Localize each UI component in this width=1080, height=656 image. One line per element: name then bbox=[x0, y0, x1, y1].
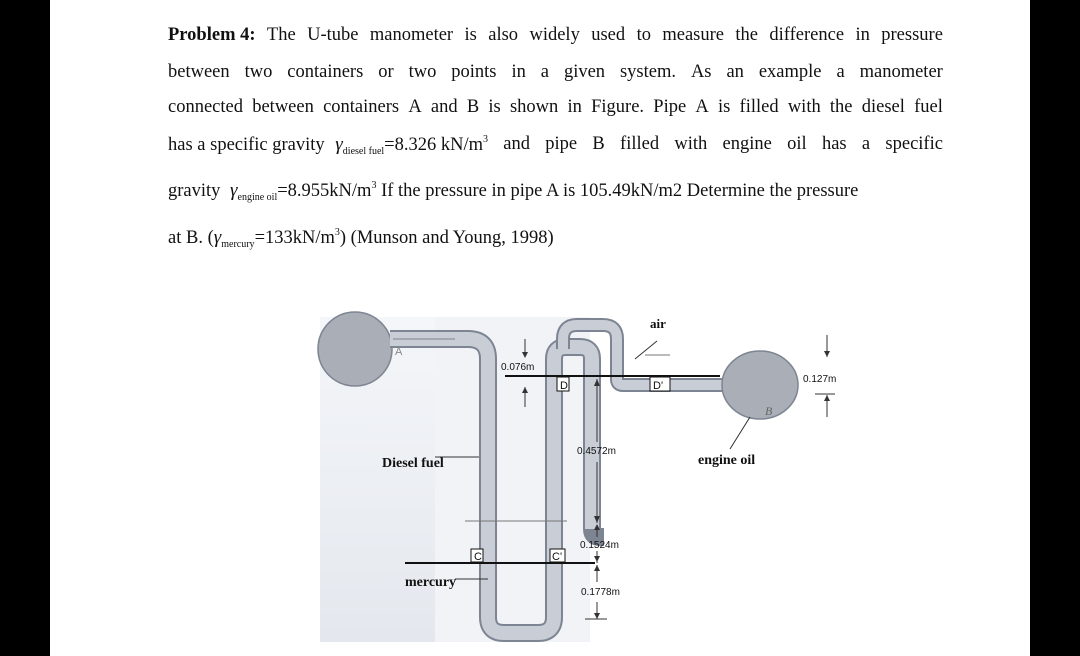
label-engine-oil: engine oil bbox=[698, 453, 756, 468]
word: manometer bbox=[859, 62, 943, 82]
word: oil bbox=[787, 134, 807, 154]
document-page bbox=[50, 0, 1030, 656]
text-line-2 bbox=[168, 63, 943, 82]
text-line-4 bbox=[168, 135, 943, 157]
pointer-air bbox=[635, 341, 657, 359]
word: manometer bbox=[369, 25, 454, 45]
dimension-label-0076: 0.076m bbox=[501, 362, 535, 373]
dimension-label-0127: 0.127m bbox=[803, 374, 837, 385]
word: specific bbox=[885, 134, 943, 154]
word: in bbox=[567, 97, 582, 117]
word: is bbox=[488, 97, 501, 117]
word: filled bbox=[620, 134, 660, 154]
word: points bbox=[451, 62, 497, 82]
dimension-label-01778: 0.1778m bbox=[581, 587, 620, 598]
mercury-subscript: mercury bbox=[221, 239, 255, 250]
word: an bbox=[726, 62, 744, 82]
dimension-0127 bbox=[803, 335, 836, 417]
word: used bbox=[591, 25, 626, 45]
word: Pipe bbox=[653, 97, 687, 117]
word: shown bbox=[509, 97, 559, 117]
word: two bbox=[408, 62, 437, 82]
pointer-engine-oil bbox=[730, 417, 750, 449]
word: system. bbox=[619, 62, 676, 82]
gamma-symbol: γ bbox=[213, 227, 222, 248]
word: between bbox=[252, 97, 314, 117]
word: the bbox=[735, 25, 759, 45]
text: gravity bbox=[168, 181, 221, 201]
word: or bbox=[378, 62, 394, 82]
word: difference bbox=[769, 25, 845, 45]
dimension-label-04572: 0.4572m bbox=[577, 446, 616, 457]
label-c-prime: C' bbox=[552, 551, 563, 563]
word: given bbox=[563, 62, 606, 82]
word: A bbox=[408, 97, 422, 117]
word: containers bbox=[287, 62, 364, 82]
text: has a specific gravity bbox=[168, 135, 325, 155]
engine-oil-value: =8.955kN/m bbox=[277, 181, 372, 201]
mercury-value: =133kN/m bbox=[254, 228, 335, 248]
word: in bbox=[511, 62, 526, 82]
word: and bbox=[503, 134, 530, 154]
gamma-symbol: γ bbox=[230, 180, 238, 201]
word: U-tube bbox=[307, 25, 359, 45]
word: fuel bbox=[914, 97, 943, 117]
cube-exponent: 3 bbox=[334, 227, 340, 238]
diesel-value: =8.326 kN/m bbox=[384, 135, 483, 155]
word: a bbox=[540, 62, 549, 82]
word: pipe bbox=[545, 134, 578, 154]
word: a bbox=[836, 62, 845, 82]
word: and bbox=[430, 97, 458, 117]
word: widely bbox=[529, 25, 580, 45]
word: filled bbox=[739, 97, 779, 117]
text-line-5 bbox=[168, 181, 858, 203]
line4-start-group bbox=[168, 135, 488, 157]
word: the bbox=[829, 97, 853, 117]
word: between bbox=[168, 62, 230, 82]
cube-exponent: 3 bbox=[483, 134, 488, 145]
label-diesel-fuel: Diesel fuel bbox=[382, 456, 444, 471]
word: B bbox=[466, 97, 480, 117]
word: diesel bbox=[861, 97, 905, 117]
word: connected bbox=[168, 97, 243, 117]
word: A bbox=[695, 97, 709, 117]
word: in bbox=[855, 25, 870, 45]
container-a bbox=[318, 312, 392, 386]
manometer-diagram bbox=[305, 297, 865, 642]
word: a bbox=[861, 134, 871, 154]
label-mercury: mercury bbox=[405, 575, 457, 590]
word: is bbox=[464, 25, 477, 45]
text-line-6 bbox=[168, 228, 554, 250]
text: If the pressure in pipe A is 105.49kN/m2 Determine the pressure bbox=[381, 181, 859, 201]
label-air: air bbox=[650, 316, 666, 331]
word: B bbox=[592, 134, 605, 154]
label-c: C bbox=[474, 551, 482, 563]
engine-oil-subscript: engine oil bbox=[237, 192, 278, 203]
word: Figure. bbox=[591, 97, 645, 117]
gamma-symbol: γ bbox=[335, 134, 343, 155]
text-line-3 bbox=[168, 98, 943, 117]
word: engine bbox=[722, 134, 772, 154]
word: containers bbox=[323, 97, 400, 117]
word: to bbox=[636, 25, 651, 45]
diesel-subscript: diesel fuel bbox=[342, 146, 385, 157]
word: The bbox=[266, 25, 296, 45]
problem-label: Problem 4: bbox=[168, 25, 256, 45]
word: with bbox=[787, 97, 821, 117]
word: pressure bbox=[881, 25, 943, 45]
label-b: B bbox=[765, 404, 773, 418]
text: at B. ( bbox=[168, 228, 214, 248]
label-d: D bbox=[560, 380, 568, 392]
word: with bbox=[674, 134, 708, 154]
word: measure bbox=[662, 25, 724, 45]
text: ) (Munson and Young, 1998) bbox=[339, 228, 554, 248]
cube-exponent: 3 bbox=[371, 180, 377, 191]
word: As bbox=[690, 62, 712, 82]
word: has bbox=[821, 134, 847, 154]
word: is bbox=[717, 97, 731, 117]
manometer-figure bbox=[305, 297, 865, 642]
text-line-1 bbox=[168, 26, 943, 45]
word: example bbox=[758, 62, 822, 82]
container-b bbox=[722, 351, 798, 419]
label-d-prime: D' bbox=[653, 380, 664, 392]
word: also bbox=[488, 25, 519, 45]
word: two bbox=[244, 62, 273, 82]
dimension-label-01524: 0.1524m bbox=[580, 540, 619, 551]
label-a: A bbox=[395, 346, 403, 358]
